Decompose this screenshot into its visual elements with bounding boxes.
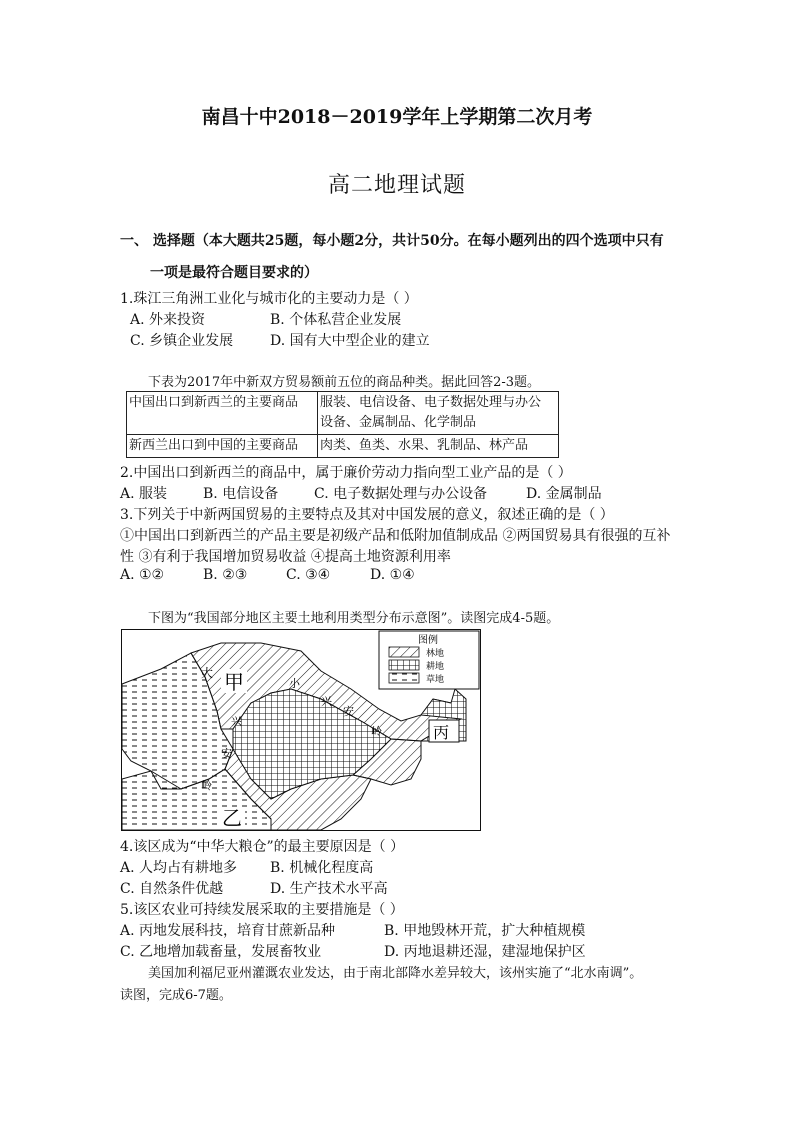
q2-option-c: C. 电子数据处理与办公设备 — [314, 486, 488, 502]
map-label-an-great: 安 — [221, 747, 232, 760]
q4-option-a: A. 人均占有耕地多 — [120, 860, 238, 876]
exam-subtitle: 高二地理试题 — [327, 173, 466, 198]
q5-option-a: A. 丙地发展科技，培育甘蔗新品种 — [120, 923, 336, 939]
land-use-map — [121, 629, 481, 831]
q5-option-b: B. 甲地毁林开荒，扩大种植规模 — [384, 923, 586, 939]
q4-stem: 4.该区成为“中华大粮仓”的最主要原因是（ ） — [120, 839, 405, 855]
legend-title: 图例 — [418, 635, 438, 646]
table-cell-label: 中国出口到新西兰的主要商品 — [127, 392, 318, 435]
q1-option-b: B. 个体私营企业发展 — [270, 312, 402, 328]
table-cell-value-line2: 设备、金属制品、化学制品 — [320, 415, 477, 430]
q2-option-a: A. 服装 — [120, 486, 168, 502]
q4-option-b: B. 机械化程度高 — [270, 860, 374, 876]
legend-grass-swatch — [389, 673, 419, 683]
section-heading-line2: 一项是最符合题目要求的） — [150, 265, 318, 281]
table-cell-value: 肉类、鱼类、水果、乳制品、林产品 — [318, 435, 559, 458]
q3-option-d: D. ①④ — [370, 567, 415, 583]
map-label-ling-small: 岭 — [371, 725, 382, 738]
q1-option-a: A. 外来投资 — [130, 312, 206, 328]
map-label-da: 大 — [201, 666, 214, 680]
legend-grass-label: 草地 — [426, 675, 445, 685]
intro-q6-7-line1: 美国加利福尼亚州灌溉农业发达，由于南北部降水差异较大，该州实施了“北水南调”。 — [148, 966, 643, 981]
map-label-jia: 甲 — [224, 670, 244, 694]
legend-farm-swatch — [389, 660, 419, 670]
q3-statements-line2: 性 ③有利于我国增加贸易收益 ④提高土地资源利用率 — [120, 549, 451, 565]
map-label-xiao: 小 — [289, 677, 300, 690]
map-label-bing: 丙 — [433, 723, 450, 742]
legend-forest-swatch — [389, 647, 419, 657]
map-label-yi: 乙 — [222, 806, 242, 830]
map-label-ling-great: 岭 — [201, 779, 212, 792]
q4-option-d: D. 生产技术水平高 — [270, 881, 388, 897]
q2-option-d: D. 金属制品 — [526, 486, 602, 502]
map-label-an-small: 安 — [343, 705, 354, 718]
map-label-xing-great: 兴 — [231, 715, 242, 728]
table-row — [127, 392, 559, 435]
intro-q4-5: 下图为“我国部分地区主要土地利用类型分布示意图”。读图完成4-5题。 — [148, 611, 560, 626]
q1-option-d: D. 国有大中型企业的建立 — [270, 333, 430, 349]
legend-forest-label: 林地 — [426, 649, 445, 659]
table-row — [127, 435, 559, 458]
trade-table — [126, 391, 559, 458]
table-cell-value — [318, 392, 559, 435]
q3-statements-line1: ①中国出口到新西兰的产品主要是初级产品和低附加值制成品 ②两国贸易具有很强的互补 — [120, 528, 671, 544]
map-label-xing-small: 兴 — [321, 695, 332, 708]
q2-option-b: B. 电信设备 — [203, 486, 279, 502]
q3-stem: 3.下列关于中新两国贸易的主要特点及其对中国发展的意义，叙述正确的是（ ） — [120, 507, 614, 523]
intro-q2-3: 下表为2017年中新双方贸易额前五位的商品种类。据此回答2-3题。 — [148, 375, 541, 390]
q3-option-c: C. ③④ — [286, 567, 331, 583]
map-legend — [379, 631, 479, 689]
table-cell-label: 新西兰出口到中国的主要商品 — [127, 435, 318, 458]
q1-stem: 1.珠江三角洲工业化与城市化的主要动力是（ ） — [120, 291, 418, 307]
q2-stem: 2.中国出口到新西兰的商品中，属于廉价劳动力指向型工业产品的是（ ） — [120, 465, 572, 481]
q4-option-c: C. 自然条件优越 — [120, 881, 224, 897]
q1-option-c: C. 乡镇企业发展 — [130, 333, 234, 349]
intro-q6-7-line2: 读图，完成6-7题。 — [120, 988, 232, 1003]
legend-farm-label: 耕地 — [426, 662, 445, 672]
q3-option-b: B. ②③ — [203, 567, 248, 583]
q5-option-c: C. 乙地增加载畜量，发展畜牧业 — [120, 944, 322, 960]
q5-option-d: D. 丙地退耕还湿，建湿地保护区 — [384, 944, 586, 960]
section-heading-line1: 一、 选择题（本大题共25题，每小题2分，共计50分。在每小题列出的四个选项中只有 — [120, 233, 664, 249]
q5-stem: 5.该区农业可持续发展采取的主要措施是（ ） — [120, 902, 404, 918]
exam-title: 南昌十中2018－2019学年上学期第二次月考 — [201, 106, 593, 128]
q3-option-a: A. ①② — [120, 567, 165, 583]
table-cell-value-line1: 服装、电信设备、电子数据处理与办公 — [320, 395, 542, 410]
